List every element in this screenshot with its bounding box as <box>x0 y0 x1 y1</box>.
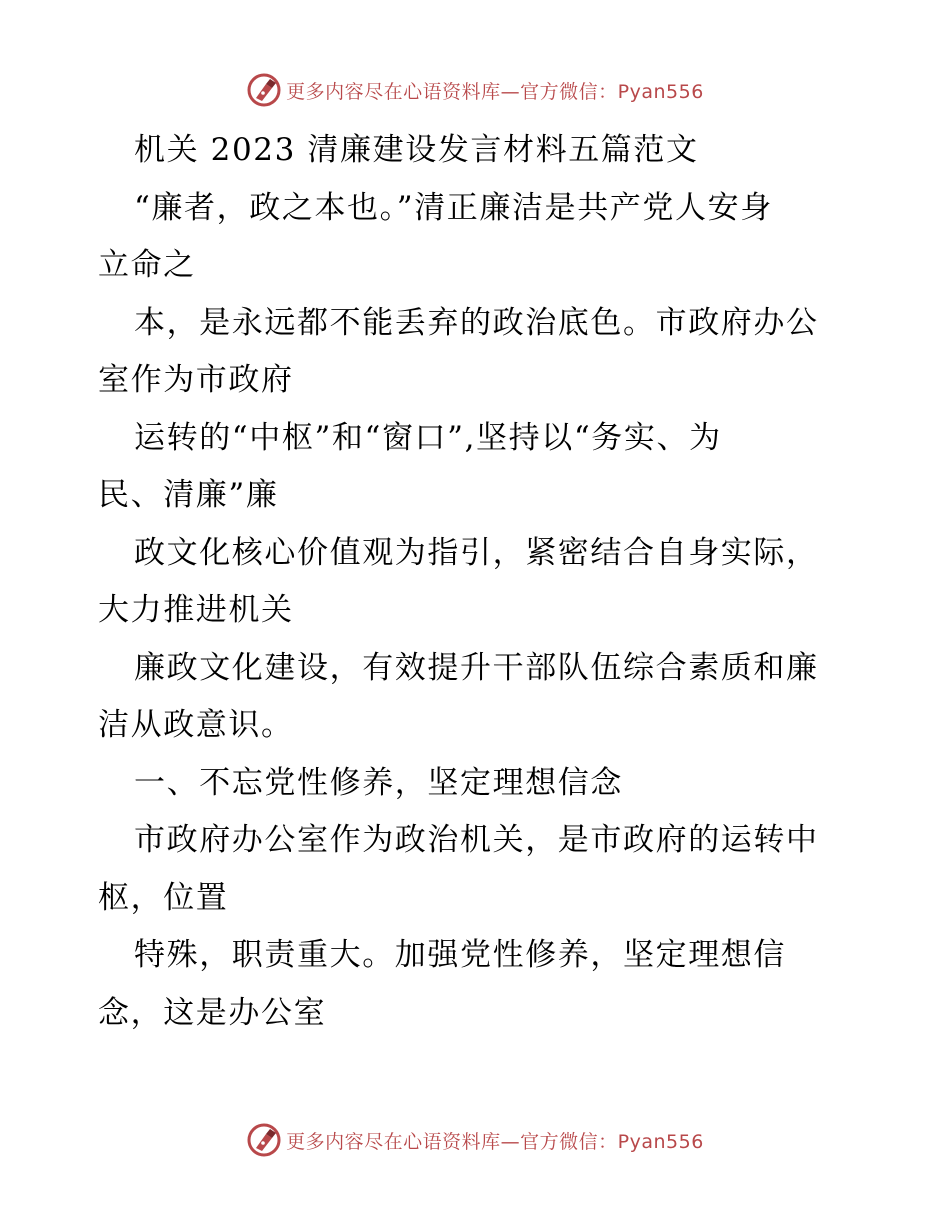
text-line: 大力推进机关 <box>98 592 294 628</box>
pen-nib-circle-icon <box>246 72 282 108</box>
text-line: 特殊，职责重大。加强党性修养，坚定理想信 <box>134 937 786 973</box>
text-line: 运转的“中枢”和“窗口”,坚持以“务实、为 <box>134 419 722 456</box>
text-line: 廉政文化建设，有效提升干部队伍综合素质和廉 <box>134 649 819 686</box>
pen-nib-circle-icon <box>246 1122 282 1158</box>
watermark-text: 更多内容尽在心语资料库—官方微信：Pyan556 <box>286 1130 704 1153</box>
text-line: 念，这是办公室 <box>98 994 327 1031</box>
text-line: 民、清廉”廉 <box>98 477 279 513</box>
document-title: 机关 2023 清廉建设发言材料五篇范文 <box>134 132 699 168</box>
watermark-text: 更多内容尽在心语资料库—官方微信：Pyan556 <box>286 80 704 103</box>
header-watermark <box>0 70 950 110</box>
text-line: 枢，位置 <box>98 879 229 916</box>
text-line: 立命之 <box>98 247 196 283</box>
section-heading: 一、不忘党性修养，坚定理想信念 <box>134 764 623 801</box>
document-body <box>98 122 858 1042</box>
text-line: 室作为市政府 <box>98 362 294 398</box>
text-line: 政文化核心价值观为指引，紧密结合自身实际， <box>134 534 819 571</box>
text-line: 市政府办公室作为政治机关，是市政府的运转中 <box>134 822 819 858</box>
footer-watermark <box>0 1120 950 1160</box>
text-line: “廉者，政之本也。”清正廉洁是共产党人安身 <box>134 189 773 226</box>
text-line: 本，是永远都不能丢弃的政治底色。市政府办公 <box>134 304 819 341</box>
text-line: 洁从政意识。 <box>98 707 294 743</box>
